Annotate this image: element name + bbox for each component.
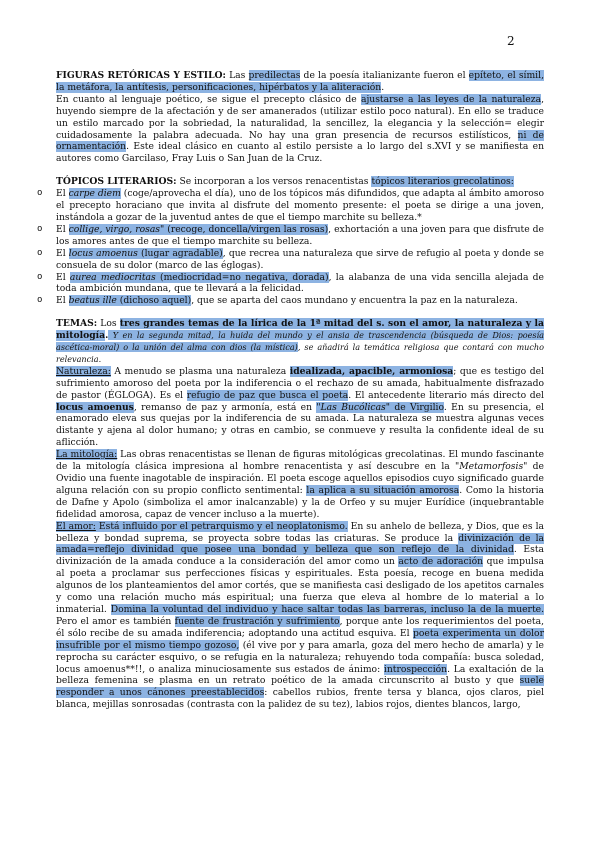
highlight: carpe diem [68, 188, 121, 200]
bullet: o [37, 223, 43, 234]
amor-label: El amor: [56, 520, 96, 532]
highlight: (mediocridad=no negativa, dorada) [155, 271, 329, 283]
text-run: que impulsa al poeta a proclamar sus perfecciones físicas y espirituales. Esta poesía, recoge en buena medida algunos de los planteamientos del amor cortés, que se manifiesta casi desligado de los apetitos carnales y como una relación mucho más espiritual; una fuerza que eleva al hombre de lo material a lo inmaterial. [56, 556, 544, 615]
highlight: epíteto, el símil, la metáfora, la antítesis, personificaciones, hipérbatos y la aliteración [56, 70, 544, 93]
highlight: tópicos literarios grecolatinos: [371, 176, 514, 188]
text-run: . [105, 330, 109, 342]
highlight: divinización de la amada=reflejo divinidad que posee una bondad y belleza que son reflejo de la divinidad [56, 532, 545, 556]
text-run: , se añadirá la temática religiosa que contará con mucho relevancia. [56, 342, 544, 364]
list-item [37, 223, 544, 248]
text-run: , la alabanza de una vida sencilla alejada de toda ambición mundana, que te llevará a la felicidad. [56, 271, 544, 295]
text-run: . En su presencia, el enamorado eleva sus quejas por la indiferencia de su amada. La naturaleza se muestra algunas veces distante y ajena al dolor humano; y otras en cambio, se conmueve y resulta la confidente ideal de su aflicción. [56, 401, 544, 449]
list-item [37, 188, 545, 224]
highlight: Y en la segunda mitad, la huida del mundo y el ansia de trascendencia (búsqueda de Dios: poesía ascética-moral) o la unión del alma con dios (la mística) [56, 330, 544, 353]
topicos-paragraph [56, 176, 544, 188]
highlight: predilectas [248, 70, 301, 81]
text-run: : cabellos rubios, frente tersa y blanca, ojos claros, piel blanca, mejillas sonrosadas (contrasta con la palidez de su tez), labios rojos, dientes blancos, largo, [56, 687, 545, 711]
amor-paragraph [56, 521, 544, 712]
highlight: acto de adoración [398, 556, 484, 568]
text-run: , remanso de paz y armonía, está en [133, 401, 317, 413]
temas-paragraph [56, 318, 544, 366]
highlight: ni de ornamentación [56, 129, 544, 153]
topicos-heading: TÓPICOS LITERARIOS: [56, 176, 177, 188]
text-run: , que se aparta del caos mundano y encuentra la paz en la naturaleza. [191, 295, 518, 307]
list-item [37, 295, 544, 307]
topicos-list [37, 188, 545, 307]
text-run: El [56, 271, 70, 283]
text-run: , exhortación a una joven para que disfrute de los amores antes de que el tiempo marchite su belleza. [56, 223, 544, 247]
text-run: . Este ideal clásico en cuanto al estilo persiste a lo largo del s.XVI y se manifiesta en autores como Garcilaso, Fray Luis o San Juan de la Cruz. [56, 141, 544, 165]
text-run: A menudo se plasma una naturaleza [110, 365, 290, 377]
highlight: idealizada, apacible, armoniosa [289, 365, 454, 377]
bullet: o [37, 271, 43, 282]
text-run: Se incorporan a los versos renacentistas [176, 176, 372, 188]
highlight: "Las Bucólicas" [316, 401, 390, 413]
highlight: beatus ille [68, 295, 117, 307]
text-run: , que recrea una naturaleza que sirve de refugio al poeta y donde se consuela de su dolor (marco de las églogas). [56, 247, 544, 271]
highlight: refugio de paz que busca el poeta [186, 389, 349, 401]
text-run: . El antecedente literario más directo del [348, 389, 544, 401]
highlight: Domina la voluntad del individuo y hace saltar todas las barreras, incluso la de la muerte. [110, 603, 544, 615]
naturaleza-label: Naturaleza: [56, 365, 111, 377]
highlight: introspección [383, 663, 448, 675]
text-run: "Metamorfosis" [455, 461, 528, 473]
text-run: , porque ante los requerimientos del poeta, él sólo recibe de su amada indiferencia; adoptando una actitud esquiva. El [56, 615, 544, 639]
text-run: de Ovidio una fuente inagotable de inspiración. El poeta escoge aquellos episodios cuyo significado guarde alguna relación con su propio conflicto sentimental: [56, 461, 544, 496]
temas-heading: TEMAS: [56, 318, 98, 330]
highlight: fuente de frustración y sufrimiento [174, 615, 340, 627]
text-run: de la poesía italianizante fueron el [300, 70, 469, 81]
text-run: , huyendo siempre de la afectación y de ser amanerados (utilizar estilo poco natural). En ello se traduce un estilo marcado por la sobriedad, la naturalidad, la sencillez, la elegancia y la selección= elegir cuidadosamente la palabra adecuada. No hay una gran presencia de recursos estilísticos, [56, 93, 544, 141]
text-run: (coge/aprovecha el día), uno de los tópicos más difundidos, que adapta al ámbito amoroso el precepto horaciano que invita al disfrute del momento presente: el poeta se dirige a una joven, instándola a gozar de la juventud antes de que el tiempo marchite su belleza.* [56, 188, 545, 223]
highlight: (recoge, doncella/virgen las rosas) [164, 223, 329, 235]
naturaleza-paragraph [56, 366, 544, 449]
mitologia-paragraph [56, 449, 544, 520]
bullet: o [37, 295, 43, 306]
bullet: o [37, 247, 43, 258]
text-run: En su anhelo de belleza, y Dios, que es la belleza y bondad suprema, se proyecta sobre todas las criaturas. Se produce la [56, 520, 544, 544]
highlight: (lugar agradable) [137, 247, 223, 259]
text-run: . Como la historia de Dafne y Apolo (simboliza el amor inalcanzable) y la de Orfeo y su mujer Eurídice (inquebrantable fidelidad amorosa, capaz de vencer incluso a la muerte). [56, 484, 544, 520]
highlight: locus amoenus [56, 401, 134, 413]
text-run: (él vive por y para amarla, goza del mero hecho de amarla) y le reprocha su carácter esquivo, o se refugia en la naturaleza; rehuyendo toda compañía: busca soledad, locus amoenus**!!, o analiza minuciosamente sus estados de ánimo: [56, 639, 544, 675]
text-run: Las obras renacentistas se llenan de figuras mitológicas grecolatinas. El mundo fascinante de la mitología clásica impresiona al hombre renacentista y así descubre en la [56, 449, 544, 473]
highlight: collige, virgo, rosas" [68, 223, 165, 235]
text-run: El [56, 247, 69, 259]
text-run: En cuanto al lenguaje poético, se sigue el precepto clásico de [56, 93, 361, 105]
list-item [37, 247, 544, 272]
text-run: El [56, 188, 69, 200]
text-run: El [56, 295, 69, 307]
text-run: El [56, 223, 69, 235]
figuras-heading: FIGURAS RETÓRICAS Y ESTILO: [56, 70, 226, 81]
document-body [37, 70, 545, 711]
lenguaje-paragraph [56, 94, 544, 165]
page-number: 2 [507, 34, 515, 48]
highlight: suele responder a unos cánones preestablecidos [56, 675, 544, 699]
figuras-paragraph [56, 70, 544, 94]
text-run: Las [225, 70, 249, 81]
text-run: Los [97, 318, 120, 330]
highlight: la aplica a su situación amorosa [306, 484, 460, 496]
highlight: (dichoso aquel) [116, 295, 192, 307]
highlight: aurea mediocritas [69, 271, 156, 283]
mitologia-label: La mitología: [56, 449, 118, 461]
bullet: o [37, 188, 43, 199]
text-run: Pero el amor es también [56, 615, 175, 627]
text-run: ; que es testigo del sufrimiento amoroso del poeta por la indiferencia o el rechazo de su amada, habitualmente disfrazado de pastor (ÉGLOGA). Es el [56, 365, 545, 401]
text-run: . Esta divinización de la amada conduce a la consideración del amor como un [56, 544, 544, 568]
highlight: Está influido por el petrarquismo y el neoplatonismo. [95, 520, 348, 532]
text-run: . La exaltación de la belleza femenina se plasma en un retrato poético de la amada circunscrito al busto y que [56, 663, 544, 687]
list-item [37, 271, 544, 296]
highlight: locus amoenus [68, 247, 138, 259]
highlight: de Virgilio [390, 401, 444, 413]
highlight: tres grandes temas de la lírica de la 1ª mitad del s. son el amor, la naturaleza y la mitología [56, 318, 544, 342]
highlight: ajustarse a las leyes de la naturaleza [360, 93, 542, 105]
highlight: poeta experimenta un dolor insufrible por el mismo tiempo gozoso, [56, 627, 544, 651]
text-run: . [381, 81, 385, 93]
